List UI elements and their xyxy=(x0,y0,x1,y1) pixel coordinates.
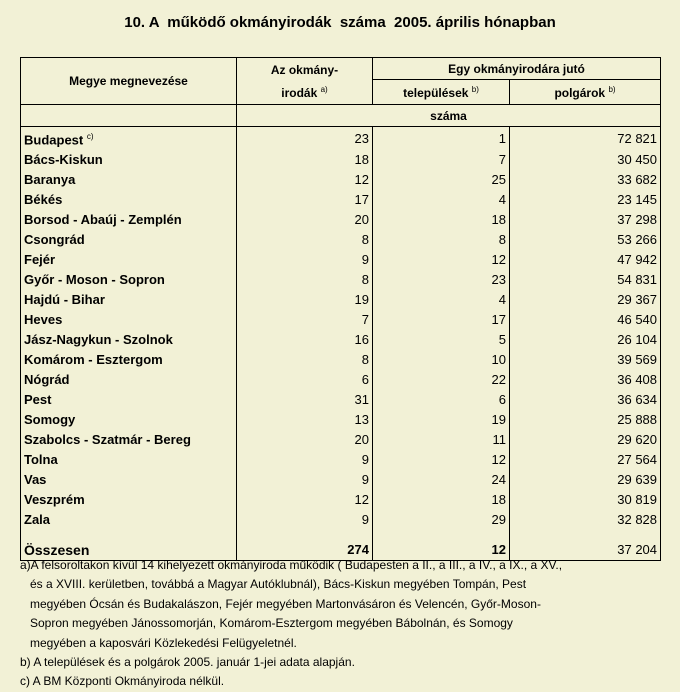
settlements-per-office: 12 xyxy=(373,250,510,270)
settlements-per-office: 5 xyxy=(373,330,510,350)
table-row xyxy=(21,190,661,210)
settlements-per-office: 23 xyxy=(373,270,510,290)
settlements-per-office: 25 xyxy=(373,170,510,190)
table-row xyxy=(21,430,661,450)
total-settlements: 12 xyxy=(373,540,510,561)
offices-count: 18 xyxy=(237,150,373,170)
page-title: 10. A működő okmányirodák száma 2005. április hónapban xyxy=(124,14,556,31)
settlements-per-office: 10 xyxy=(373,350,510,370)
footnote-a-line: megyében a kaposvári Közlekedési Felügyeletnél. xyxy=(30,635,297,650)
settlements-per-office: 18 xyxy=(373,490,510,510)
settlements-per-office: 12 xyxy=(373,450,510,470)
table-row xyxy=(21,170,661,190)
table-row xyxy=(21,310,661,330)
settlements-per-office: 7 xyxy=(373,150,510,170)
table-header xyxy=(21,58,661,127)
citizens-per-office: 72 821 xyxy=(510,127,661,151)
county-name: Baranya xyxy=(21,170,237,190)
footnote-a-line: megyében Ócsán és Budakalászon, Fejér megyében Martonvásáron és Velencén, Győr-Moson- xyxy=(30,596,541,611)
citizens-per-office: 46 540 xyxy=(510,310,661,330)
citizens-per-office: 36 634 xyxy=(510,390,661,410)
county-name: Csongrád xyxy=(21,230,237,250)
header-citizens: polgárok $^{b)}$ xyxy=(510,80,661,105)
settlements-per-office: 22 xyxy=(373,370,510,390)
header-county: Megye megnevezése xyxy=(21,58,237,105)
offices-count: 8 xyxy=(237,230,373,250)
offices-count: 8 xyxy=(237,350,373,370)
offices-count: 7 xyxy=(237,310,373,330)
county-name: Jász-Nagykun - Szolnok xyxy=(21,330,237,350)
offices-count: 9 xyxy=(237,250,373,270)
county-name: Somogy xyxy=(21,410,237,430)
citizens-per-office: 26 104 xyxy=(510,330,661,350)
total-citizens: 37 204 xyxy=(510,540,661,561)
office-count-table xyxy=(20,57,661,561)
citizens-per-office: 27 564 xyxy=(510,450,661,470)
offices-count: 9 xyxy=(237,450,373,470)
footnote-a-line: Sopron megyében Jánossomorján, Komárom-Esztergom megyében Bábolnán, és Somogy xyxy=(30,616,513,631)
header-offices: Az okmány- irodák $^{a)}$ xyxy=(237,58,373,105)
header-unit: száma xyxy=(237,105,661,127)
table-row xyxy=(21,410,661,430)
offices-count: 17 xyxy=(237,190,373,210)
table-row xyxy=(21,250,661,270)
county-name: Nógrád xyxy=(21,370,237,390)
table-row xyxy=(21,370,661,390)
citizens-per-office: 54 831 xyxy=(510,270,661,290)
table-row xyxy=(21,270,661,290)
offices-count: 6 xyxy=(237,370,373,390)
county-name: Győr - Moson - Sopron xyxy=(21,270,237,290)
citizens-per-office: 29 639 xyxy=(510,470,661,490)
table-row xyxy=(21,450,661,470)
citizens-per-office: 53 266 xyxy=(510,230,661,250)
footnotes xyxy=(20,556,660,692)
table-body xyxy=(21,127,661,561)
table-row xyxy=(21,470,661,490)
county-name: Pest xyxy=(21,390,237,410)
county-name: Borsod - Abaúj - Zemplén xyxy=(21,210,237,230)
county-name: Budapest $^{c)}$ xyxy=(21,127,237,151)
table-row xyxy=(21,127,661,151)
offices-count: 12 xyxy=(237,170,373,190)
county-name: Komárom - Esztergom xyxy=(21,350,237,370)
county-name: Békés xyxy=(21,190,237,210)
county-name: Heves xyxy=(21,310,237,330)
settlements-per-office: 11 xyxy=(373,430,510,450)
county-name: Zala xyxy=(21,510,237,530)
settlements-per-office: 4 xyxy=(373,190,510,210)
footnote-c: c) A BM Központi Okmányiroda nélkül. xyxy=(20,674,225,689)
total-offices: 274 xyxy=(237,540,373,561)
citizens-per-office: 33 682 xyxy=(510,170,661,190)
county-name: Vas xyxy=(21,470,237,490)
settlements-per-office: 4 xyxy=(373,290,510,310)
settlements-per-office: 29 xyxy=(373,510,510,530)
total-label: Összesen xyxy=(21,540,237,561)
county-name: Fejér xyxy=(21,250,237,270)
county-name: Tolna xyxy=(21,450,237,470)
county-name: Veszprém xyxy=(21,490,237,510)
footnote-a-line: a)A felsoroltakon kívül 14 kihelyezett okmányiroda működik ( Budapesten a II., a III., a IV., a IX., a XV., xyxy=(20,558,563,572)
settlements-per-office: 8 xyxy=(373,230,510,250)
offices-count: 23 xyxy=(237,127,373,151)
citizens-per-office: 25 888 xyxy=(510,410,661,430)
offices-count: 13 xyxy=(237,410,373,430)
citizens-per-office: 47 942 xyxy=(510,250,661,270)
citizens-per-office: 32 828 xyxy=(510,510,661,530)
table-row xyxy=(21,390,661,410)
settlements-per-office: 6 xyxy=(373,390,510,410)
settlements-per-office: 18 xyxy=(373,210,510,230)
table-row xyxy=(21,330,661,350)
table-row xyxy=(21,350,661,370)
table-row xyxy=(21,230,661,250)
offices-count: 9 xyxy=(237,510,373,530)
settlements-per-office: 1 xyxy=(373,127,510,151)
header-settlements: települések $^{b)}$ xyxy=(373,80,510,105)
citizens-per-office: 29 620 xyxy=(510,430,661,450)
county-name: Szabolcs - Szatmár - Bereg xyxy=(21,430,237,450)
county-name: Hajdú - Bihar xyxy=(21,290,237,310)
table-row xyxy=(21,490,661,510)
citizens-per-office: 36 408 xyxy=(510,370,661,390)
citizens-per-office: 23 145 xyxy=(510,190,661,210)
table-row xyxy=(21,150,661,170)
footnote-b: b) A települések és a polgárok 2005. január 1-jei adata alapján. xyxy=(20,655,355,670)
offices-count: 9 xyxy=(237,470,373,490)
county-name: Bács-Kiskun xyxy=(21,150,237,170)
citizens-per-office: 30 819 xyxy=(510,490,661,510)
header-per-office: Egy okmányirodára jutó xyxy=(373,58,661,80)
footnote-a-line: és a XVIII. kerületben, továbbá a Magyar Autóklubnál), Bács-Kiskun megyében Tompán, Pest xyxy=(30,577,527,592)
table-row xyxy=(21,210,661,230)
settlements-per-office: 24 xyxy=(373,470,510,490)
table-row xyxy=(21,510,661,530)
citizens-per-office: 39 569 xyxy=(510,350,661,370)
settlements-per-office: 17 xyxy=(373,310,510,330)
offices-count: 31 xyxy=(237,390,373,410)
offices-count: 16 xyxy=(237,330,373,350)
offices-count: 8 xyxy=(237,270,373,290)
offices-count: 19 xyxy=(237,290,373,310)
offices-count: 20 xyxy=(237,210,373,230)
offices-count: 12 xyxy=(237,490,373,510)
offices-count: 20 xyxy=(237,430,373,450)
citizens-per-office: 29 367 xyxy=(510,290,661,310)
citizens-per-office: 30 450 xyxy=(510,150,661,170)
citizens-per-office: 37 298 xyxy=(510,210,661,230)
settlements-per-office: 19 xyxy=(373,410,510,430)
table-row xyxy=(21,290,661,310)
